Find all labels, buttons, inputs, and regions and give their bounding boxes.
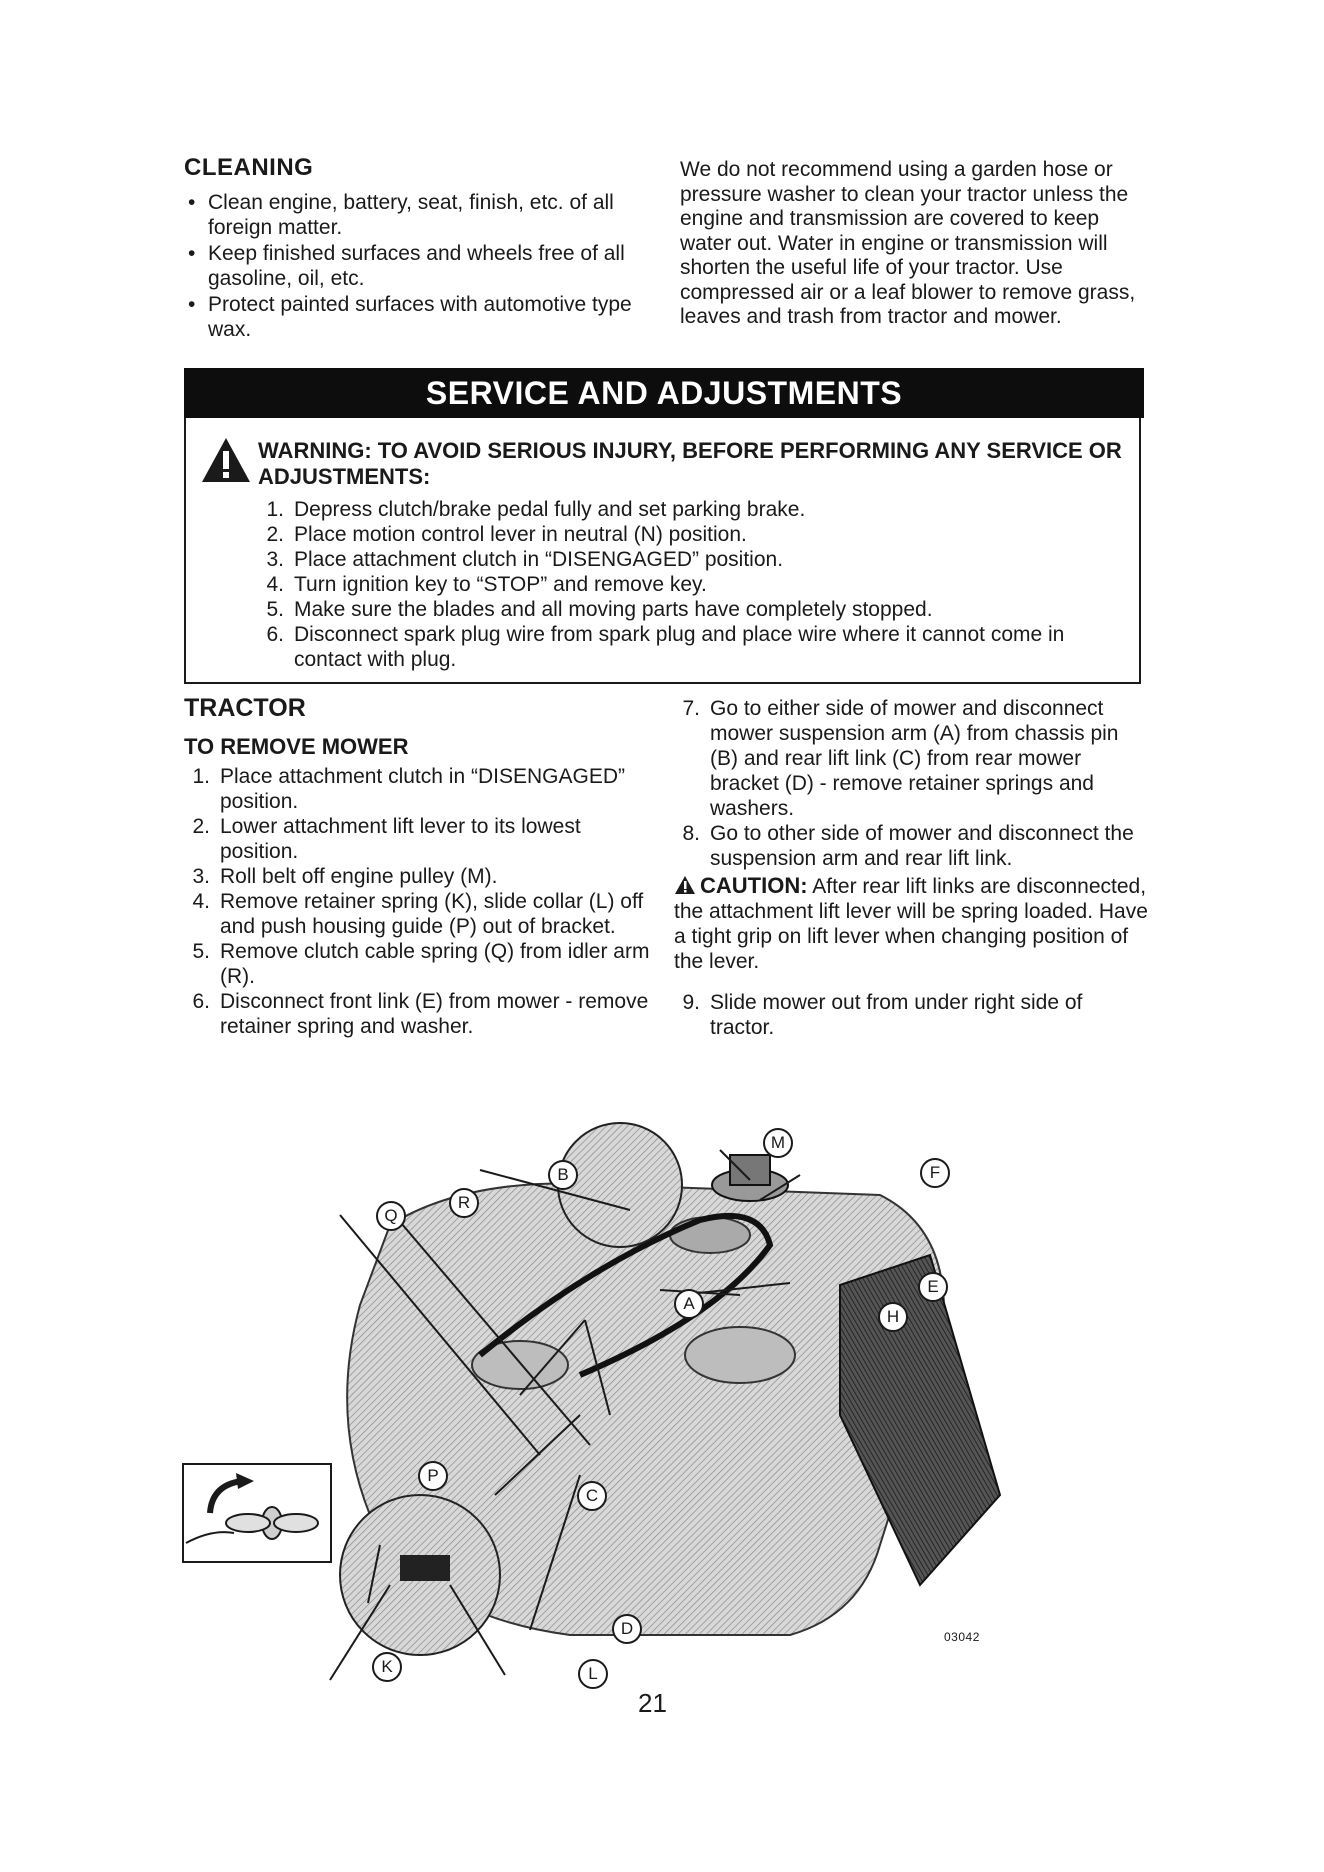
remove-steps-right-final [674, 990, 1144, 1040]
callout-k: K [372, 1652, 402, 1682]
caution-label: CAUTION: [700, 873, 808, 898]
remove-mower-heading: TO REMOVE MOWER [184, 734, 409, 759]
warning-step: 4. Turn ignition key to “STOP” and remove key. [266, 573, 707, 596]
remove-step: 1. Place attachment clutch in “DISENGAGED” position. [192, 765, 625, 813]
remove-step: 5. Remove clutch cable spring (Q) from idler arm (R). [192, 940, 650, 988]
section-banner: SERVICE AND ADJUSTMENTS [184, 368, 1144, 418]
caution-triangle-icon [674, 875, 696, 895]
callout-l: L [578, 1659, 608, 1689]
remove-steps-right [674, 696, 1144, 871]
warning-title: WARNING: TO AVOID SERIOUS INJURY, BEFORE PERFORMING ANY SERVICE OR ADJUSTMENTS: [258, 438, 1122, 489]
caution-text: After rear lift links are disconnected, the attachment lift lever will be spring loaded. Have a tight grip on lift lever when changing position of the lever. [674, 875, 1148, 973]
callout-b: B [548, 1160, 578, 1190]
callout-f: F [920, 1158, 950, 1188]
remove-steps-left [184, 764, 654, 1039]
callout-p: P [418, 1461, 448, 1491]
callout-d: D [612, 1614, 642, 1644]
warning-step: 3. Place attachment clutch in “DISENGAGED” position. [266, 548, 784, 571]
caution-note [674, 873, 1154, 974]
callout-q: Q [376, 1201, 406, 1231]
remove-step: 6. Disconnect front link (E) from mower - remove retainer spring and washer. [192, 990, 649, 1038]
cleaning-heading: CLEANING [184, 154, 314, 181]
callout-h: H [878, 1302, 908, 1332]
warning-steps [258, 497, 1128, 672]
warning-step: 6. Disconnect spark plug wire from spark plug and place wire where it cannot come in contact with plug. [266, 623, 1065, 671]
remove-step: 4. Remove retainer spring (K), slide collar (L) off and push housing guide (P) out of bracket. [192, 890, 644, 938]
figure-code: 03042 [944, 1630, 980, 1644]
wing-nut-inset-illustration [182, 1463, 332, 1563]
warning-step: 1. Depress clutch/brake pedal fully and set parking brake. [266, 498, 806, 521]
page-number: 21 [638, 1688, 667, 1718]
callout-r: R [449, 1188, 479, 1218]
warning-step: 5. Make sure the blades and all moving parts have completely stopped. [266, 598, 933, 621]
callout-a: A [674, 1289, 704, 1319]
callout-c: C [577, 1481, 607, 1511]
cleaning-bullet: • Keep finished surfaces and wheels free of all gasoline, oil, etc. [184, 241, 644, 291]
cleaning-note: We do not recommend using a garden hose or pressure washer to clean your tractor unless the engine and transmission are covered to keep water out. Water in engine or transmission will shorten the useful life of your tractor. Use compressed air or a leaf blower to remove grass, leaves and trash from tractor and mower. [680, 158, 1136, 328]
callout-m: M [763, 1128, 793, 1158]
remove-step: 3. Roll belt off engine pulley (M). [192, 865, 498, 888]
warning-step: 2. Place motion control lever in neutral (N) position. [266, 523, 747, 546]
warning-triangle-icon [200, 436, 252, 484]
remove-step: 9. Slide mower out from under right side of tractor. [682, 991, 1083, 1039]
cleaning-bullet: • Protect painted surfaces with automotive type wax. [184, 292, 644, 342]
mower-deck-illustration [320, 1115, 1020, 1695]
callout-e: E [918, 1272, 948, 1302]
remove-step: 8. Go to other side of mower and disconnect the suspension arm and rear lift link. [682, 822, 1134, 870]
tractor-heading: TRACTOR [184, 694, 306, 722]
remove-step: 7. Go to either side of mower and disconnect mower suspension arm (A) from chassis pin (B) and rear lift link (C) from rear mower bracket (D) - remove retainer springs and washers. [682, 697, 1119, 820]
remove-step: 2. Lower attachment lift lever to its lowest position. [192, 815, 581, 863]
cleaning-list [184, 190, 644, 343]
cleaning-bullet: • Clean engine, battery, seat, finish, etc. of all foreign matter. [184, 190, 644, 240]
